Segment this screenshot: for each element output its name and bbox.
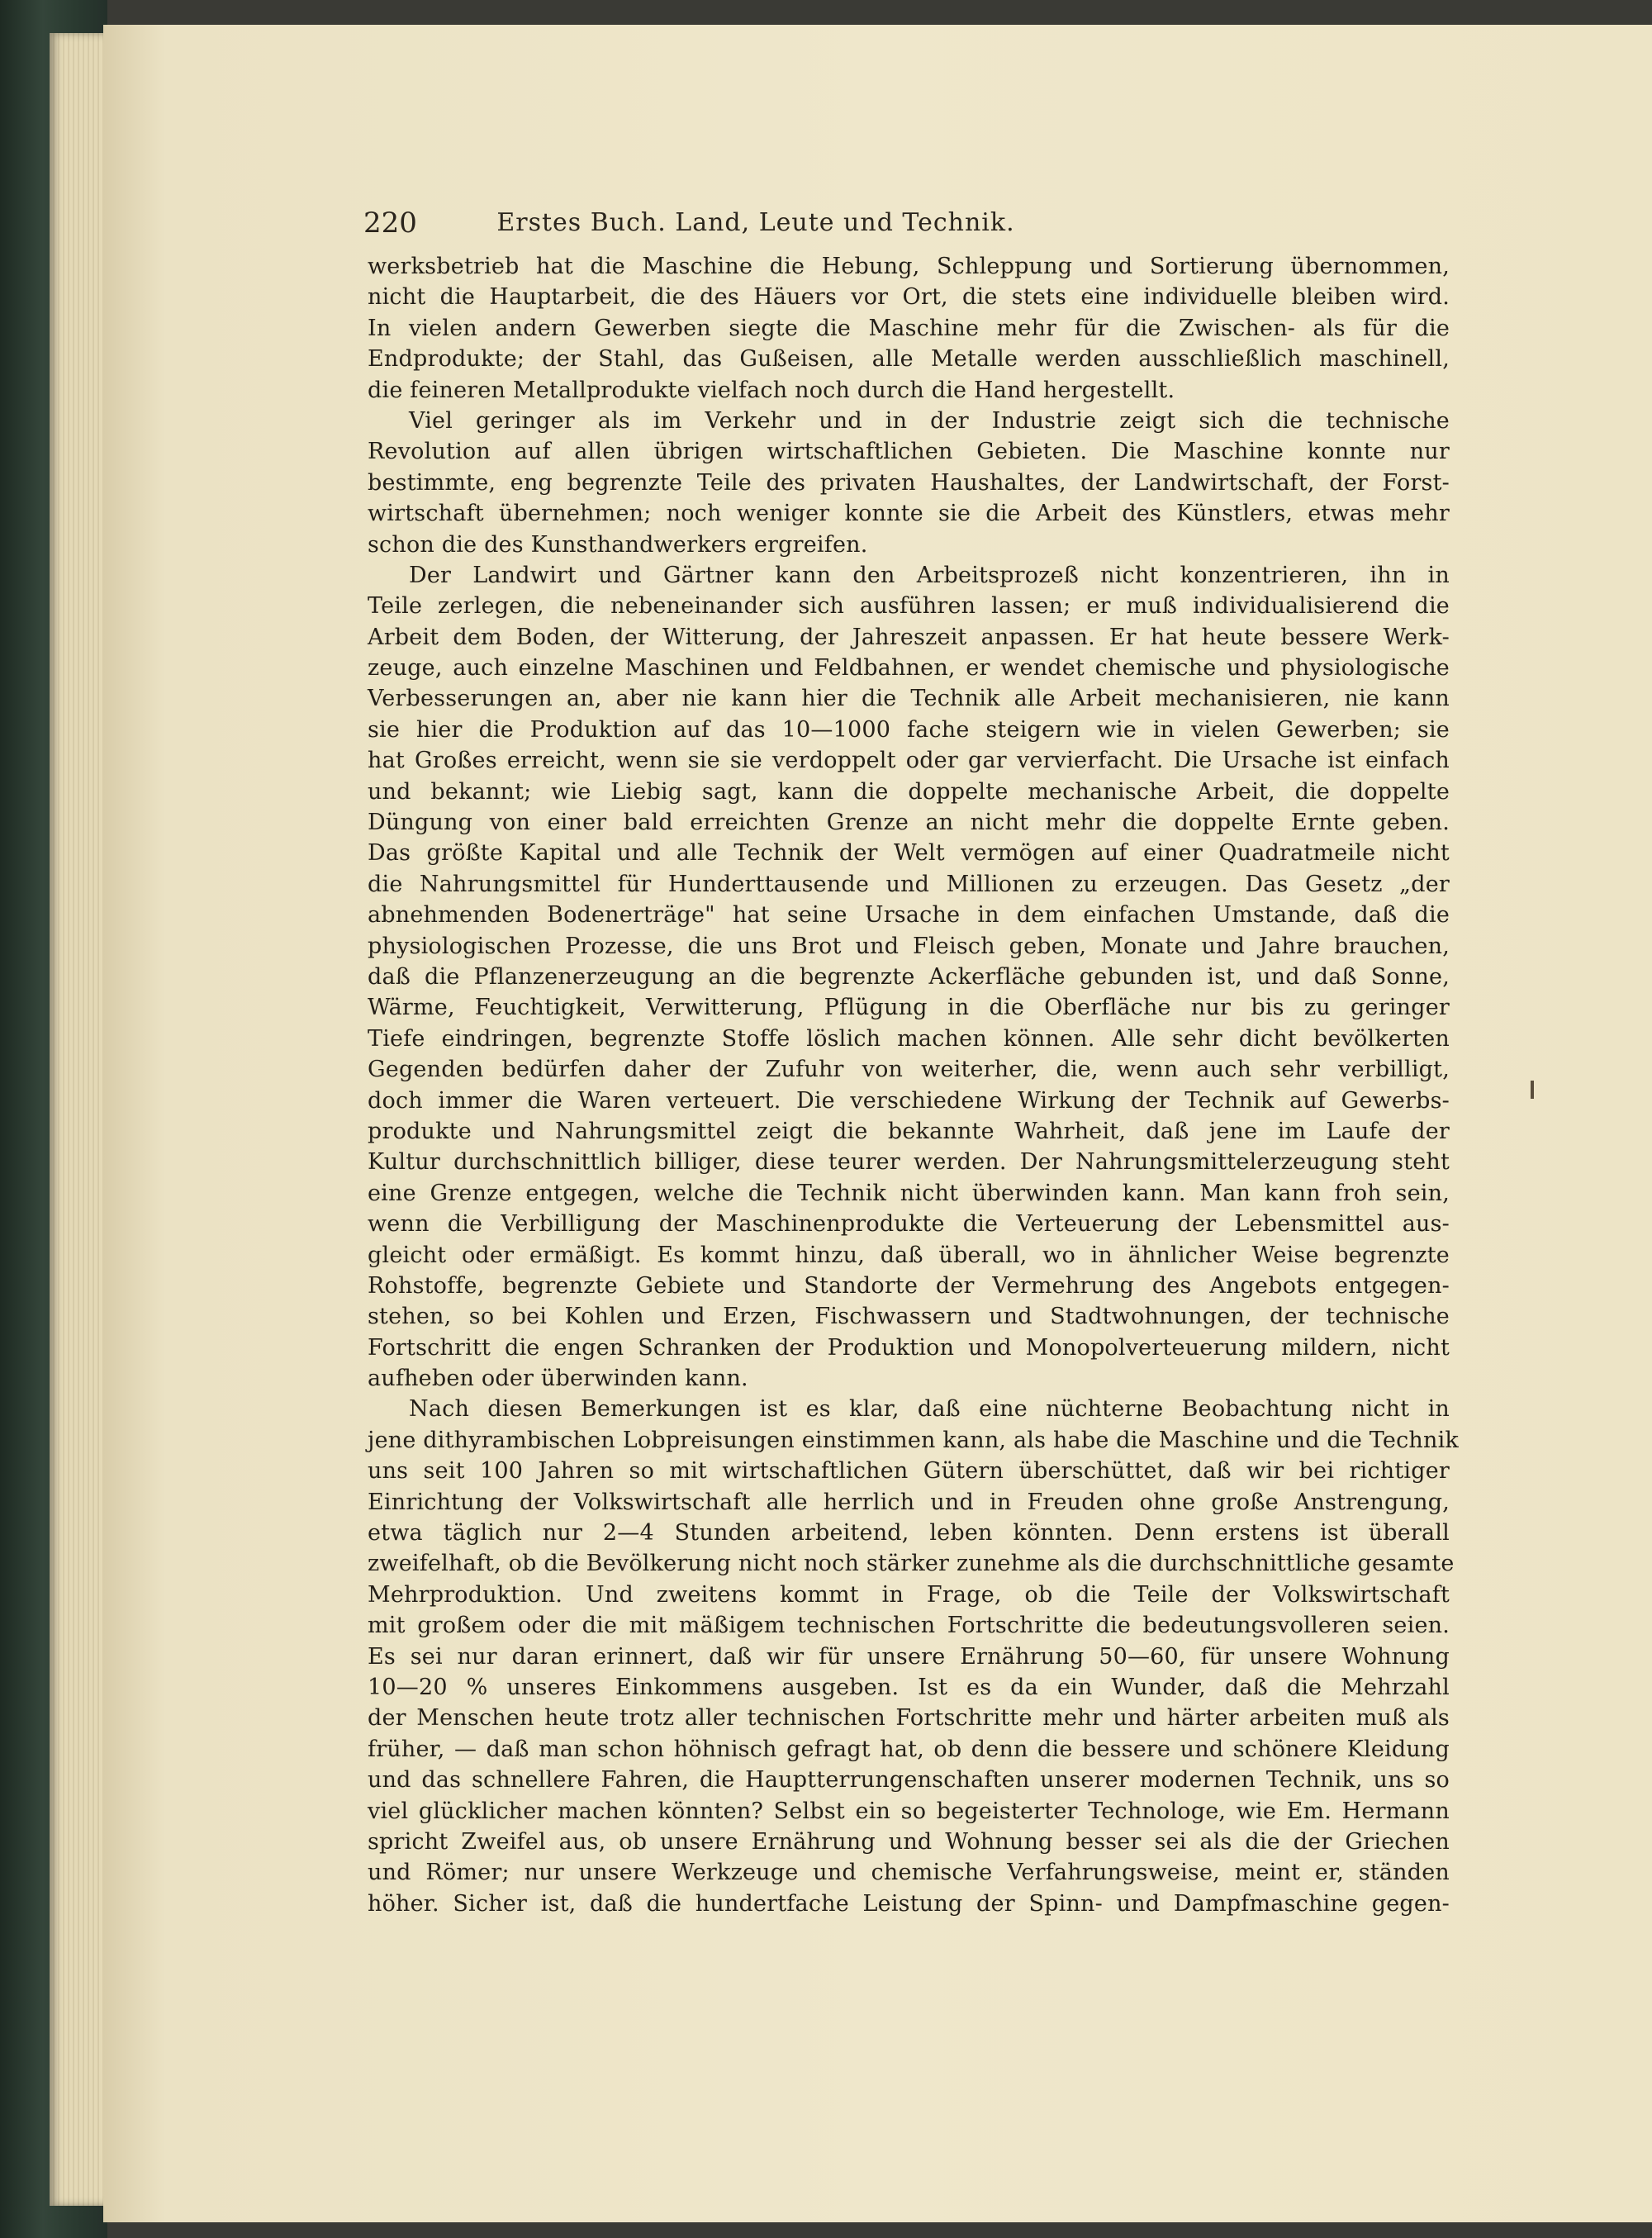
text-line: Düngung von einer bald erreichten Grenze an nicht mehr die doppelte Ernte geben. (368, 810, 1450, 836)
text-line: früher, — daß man schon höhnisch gefragt hat, ob denn die bessere und schönere Kleidung (368, 1736, 1450, 1762)
text-line: sie hier die Produktion auf das 10—1000 fache steigern wie in vielen Gewerben; sie (368, 716, 1450, 743)
text-line: aufheben oder überwinden kann. (368, 1366, 748, 1392)
text-line: Viel geringer als im Verkehr und in der Industrie zeigt sich die technische (409, 407, 1450, 434)
text-line: nicht die Hauptarbeit, die des Häuers vor Ort, die stets eine individuelle bleiben wird. (368, 284, 1450, 311)
text-line: schon die des Kunsthandwerkers ergreifen. (368, 531, 868, 558)
text-line: spricht Zweifel aus, ob unsere Ernährung und Wohnung besser sei als die der Griechen (368, 1828, 1450, 1855)
text-line: bestimmte, eng begrenzte Teile des privaten Haushaltes, der Landwirtschaft, der Forst- (368, 469, 1450, 496)
text-line: zeuge, auch einzelne Maschinen und Feldbahnen, er wendet chemische und physiologische (368, 655, 1450, 682)
text-line: gleicht oder ermäßigt. Es kommt hinzu, daß überall, wo in ähnlicher Weise begrenzte (368, 1242, 1450, 1268)
text-line: Verbesserungen an, aber nie kann hier die Technik alle Arbeit mechanisieren, nie kann (368, 686, 1450, 712)
text-line: werksbetrieb hat die Maschine die Hebung, Schleppung und Sortierung übernommen, (368, 254, 1450, 279)
text-line: physiologischen Prozesse, die uns Brot und Fleisch geben, Monate und Jahre brauchen, (368, 933, 1450, 959)
text-line: Kultur durchschnittlich billiger, diese teurer werden. Der Nahrungsmittelerzeugung steht (368, 1149, 1450, 1176)
text-line: Nach diesen Bemerkungen ist es klar, daß eine nüchterne Beobachtung nicht in (409, 1396, 1450, 1423)
text-line: Fortschritt die engen Schranken der Produktion und Monopolverteuerung mildern, nicht (368, 1334, 1450, 1361)
text-line: 10—20 % unseres Einkommens ausgeben. Ist es da ein Wunder, daß die Mehrzahl (368, 1674, 1450, 1700)
text-line: Tiefe eindringen, begrenzte Stoffe löslich machen können. Alle sehr dicht bevölkerten (368, 1025, 1450, 1052)
text-line: Der Landwirt und Gärtner kann den Arbeitsprozeß nicht konzentrieren, ihn in (409, 562, 1450, 588)
text-line: Revolution auf allen übrigen wirtschaftlichen Gebieten. Die Maschine konnte nur (368, 439, 1450, 465)
text-line: die feineren Metallprodukte vielfach noch durch die Hand hergestellt. (368, 377, 1175, 403)
text-line: hat Großes erreicht, wenn sie sie verdoppelt oder gar vervierfacht. Die Ursache ist einfach (368, 748, 1450, 774)
text-line: und Römer; nur unsere Werkzeuge und chemische Verfahrungsweise, meint er, ständen (368, 1860, 1450, 1886)
text-line: viel glücklicher machen könnten? Selbst ein so begeisterter Technologe, wie Em. Hermann (368, 1798, 1450, 1824)
text-line: Rohstoffe, begrenzte Gebiete und Standorte der Vermehrung des Angebots entgegen- (368, 1272, 1450, 1299)
text-line: Wärme, Feuchtigkeit, Verwitterung, Pflügung in die Oberfläche nur bis zu geringer (368, 995, 1450, 1021)
text-line: eine Grenze entgegen, welche die Technik nicht überwinden kann. Man kann froh sein, (368, 1180, 1450, 1206)
text-line: In vielen andern Gewerben siegte die Maschine mehr für die Zwischen- als für die (368, 315, 1450, 341)
text-line: Das größte Kapital und alle Technik der Welt vermögen auf einer Quadratmeile nicht (368, 840, 1450, 867)
text-line: der Menschen heute trotz aller technischen Fortschritte mehr und härter arbeiten muß als (368, 1705, 1450, 1732)
text-line: doch immer die Waren verteuert. Die verschiedene Wirkung der Technik auf Gewerbs- (368, 1087, 1450, 1114)
text-line: stehen, so bei Kohlen und Erzen, Fischwassern und Stadtwohnungen, der technische (368, 1304, 1450, 1330)
text-line: wenn die Verbilligung der Maschinenprodukte die Verteuerung der Lebensmittel aus- (368, 1211, 1450, 1238)
text-line: zweifelhaft, ob die Bevölkerung nicht noch stärker zunehme als die durchschnittliche gesamte (368, 1551, 1455, 1577)
text-line: und das schnellere Fahren, die Hauptterrungenschaften unserer modernen Technik, uns so (368, 1767, 1450, 1794)
margin-mark (1531, 1081, 1534, 1099)
text-line: mit großem oder die mit mäßigem technischen Fortschritte die bedeutungsvolleren seien. (368, 1613, 1450, 1639)
text-line: und bekannt; wie Liebig sagt, kann die doppelte mechanische Arbeit, die doppelte (368, 778, 1450, 805)
text-line: Es sei nur daran erinnert, daß wir für unsere Ernährung 50—60, für unsere Wohnung (368, 1643, 1450, 1670)
text-line: höher. Sicher ist, daß die hundertfache Leistung der Spinn- und Dampfmaschine gegen- (368, 1890, 1450, 1917)
text-line: Arbeit dem Boden, der Witterung, der Jahreszeit anpassen. Er hat heute bessere Werk- (368, 624, 1450, 650)
text-line: produkte und Nahrungsmittel zeigt die bekannte Wahrheit, daß jene im Laufe der (368, 1118, 1450, 1144)
body-text (368, 251, 1459, 1950)
page-header (363, 207, 1148, 248)
text-line: Endprodukte; der Stahl, das Gußeisen, alle Metalle werden ausschließlich maschinell, (368, 346, 1450, 373)
text-line: daß die Pflanzenerzeugung an die begrenzte Ackerfläche gebunden ist, und daß Sonne, (368, 963, 1450, 990)
text-line: etwa täglich nur 2—4 Stunden arbeitend, leben könnten. Denn erstens ist überall (368, 1520, 1450, 1547)
text-line: uns seit 100 Jahren so mit wirtschaftlichen Gütern überschüttet, daß wir bei richtiger (368, 1458, 1450, 1485)
text-line: Mehrproduktion. Und zweitens kommt in Frage, ob die Teile der Volkswirtschaft (368, 1581, 1450, 1608)
text-line: die Nahrungsmittel für Hunderttausende und Millionen zu erzeugen. Das Gesetz „der (368, 871, 1450, 897)
text-line: Gegenden bedürfen daher der Zufuhr von weiterher, die, wenn auch sehr verbilligt, (368, 1057, 1450, 1083)
text-line: jene dithyrambischen Lobpreisungen einstimmen kann, als habe die Maschine und die Technik (368, 1427, 1459, 1453)
running-title: Erstes Buch. Land, Leute und Technik. (496, 208, 1015, 237)
text-line: abnehmenden Bodenerträge" hat seine Ursache in dem einfachen Umstande, daß die (368, 902, 1450, 929)
text-line: Teile zerlegen, die nebeneinander sich ausführen lassen; er muß individualisierend die (368, 593, 1450, 620)
text-line (368, 1919, 1450, 1950)
text-line: Einrichtung der Volkswirtschaft alle herrlich und in Freuden ohne große Anstrengung, (368, 1489, 1450, 1515)
page-number: 220 (363, 207, 417, 240)
text-line: wirtschaft übernehmen; noch weniger konnte sie die Arbeit des Künstlers, etwas mehr (368, 501, 1450, 527)
page-edges (50, 33, 107, 2206)
